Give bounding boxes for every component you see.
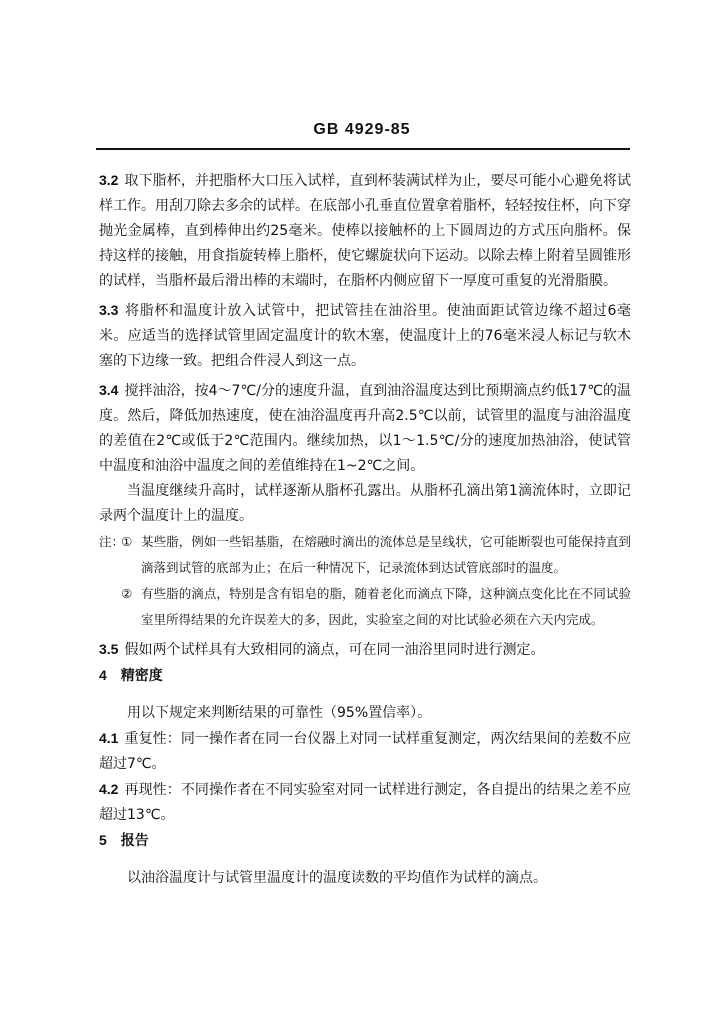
clause-text: 取下脂杯，并把脂杯大口压入试样，直到杯装满试样为止，要尽可能小心避免将试样工作。用刮刀除去多余的试样。在底部小孔垂直位置拿着脂杯，轻轻按住杯，向下穿抛光金属棒，直到棒伸出约25毫米。使棒以接触杯的上下圆周边的方式压向脂杯。保持这样的接触，用食指旋转棒上脂杯，使它螺旋状向下运动。以除去棒上附着呈圆锥形的试样，当脂杯最后滑出棒的末端时，在脂杯内侧应留下一厚度可重复的光滑脂膜。 <box>99 173 631 289</box>
clause-3-2 <box>99 168 631 294</box>
clause-text: 假如两个试样具有大致相同的滴点，可在同一油浴里同时进行测定。 <box>124 642 545 658</box>
clause-number: 4.1 <box>99 730 119 746</box>
clause-text: 搅拌油浴，按4～7℃/分的速度升温，直到油浴温度达到比预期滴点约低17℃的温度。然后，降低加热速度，使在油浴温度再升高2.5℃以前，试管里的温度与油浴温度的差值在2℃或低于2℃范围内。继续加热，以1～1.5℃/分的速度加热油浴，使试管中温度和油浴中温度之间的差值维持在1~2℃之间。 <box>99 383 631 474</box>
section-title: 精密度 <box>120 668 163 684</box>
header-rule <box>96 148 630 150</box>
document-body <box>99 168 631 891</box>
section-number: 4 <box>99 667 107 683</box>
clause-number: 3.2 <box>99 172 119 188</box>
clause-4-2 <box>99 777 631 828</box>
section-number: 5 <box>99 832 107 848</box>
clause-text: 将脂杯和温度计放入试管中，把试管挂在油浴里。使油面距试管边缘不超过6毫米。应适当的选择试管里固定温度计的软木塞，使温度计上的76毫米浸人标记与软木塞的下边缘一致。把组合件浸人到这一点。 <box>99 303 631 369</box>
clause-3-4-paragraph-2: 当温度继续升高时，试样逐渐从脂杯孔露出。从脂杯孔滴出第1滴流体时，立即记录两个温度计上的温度。 <box>99 483 631 524</box>
note-1 <box>99 529 631 581</box>
clause-3-3 <box>99 298 631 374</box>
standard-code-header: GB 4929-85 <box>313 121 411 138</box>
section-4-heading <box>99 663 631 689</box>
clause-3-4 <box>99 378 631 479</box>
section-4-intro: 用以下规定来判断结果的可靠性（95%置信率）。 <box>127 705 432 721</box>
note-marker: ① <box>121 534 133 549</box>
note-text: 某些脂，例如一些铝基脂，在熔融时滴出的流体总是呈线状，它可能断裂也可能保持直到滴落到试管的底部为止；在后一种情况下，记录流体到达试管底部时的温度。 <box>141 534 631 575</box>
note-marker: ② <box>121 586 133 601</box>
clause-number: 3.4 <box>99 382 119 398</box>
clause-number: 4.2 <box>99 781 119 797</box>
clause-text: 重复性：同一操作者在同一台仪器上对同一试样重复测定，两次结果间的差数不应超过7℃。 <box>99 731 631 772</box>
note-text: 有些脂的滴点，特别是含有铝皂的脂，随着老化而滴点下降，这种滴点变化比在不同试验室里所得结果的允许误差大的多，因此，实验室之间的对比试验必须在六天内完成。 <box>141 586 631 627</box>
section-5-heading <box>99 828 631 854</box>
section-5-text: 以油浴温度计与试管里温度计的温度读数的平均值作为试样的滴点。 <box>127 870 547 886</box>
clause-text: 再现性：不同操作者在不同实验室对同一试样进行测定，各自提出的结果之差不应超过13℃。 <box>99 782 631 823</box>
clause-number: 3.5 <box>99 641 119 657</box>
note-label: 注： <box>99 534 125 549</box>
clause-3-5 <box>99 637 631 663</box>
clause-number: 3.3 <box>99 302 119 318</box>
note-2 <box>99 581 631 633</box>
clause-4-1 <box>99 726 631 777</box>
section-title: 报告 <box>120 833 149 849</box>
